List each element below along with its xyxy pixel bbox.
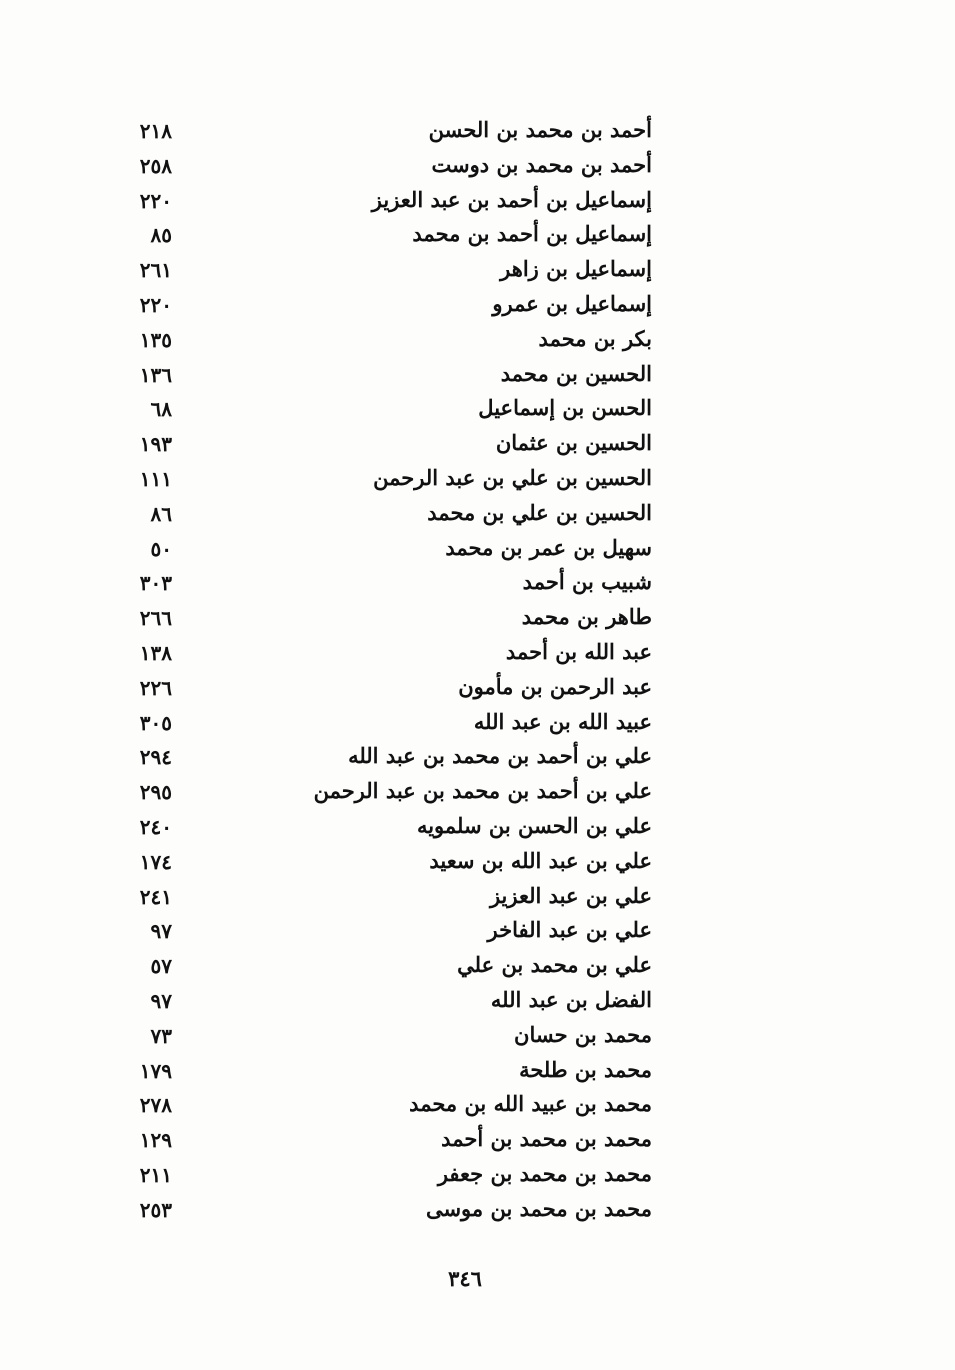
index-entry-row [0,879,955,914]
index-entry-row [0,148,955,183]
entry-page-reference: ٢١١ [139,1162,172,1187]
index-entry-row [0,287,955,322]
entry-name: عبد الرحمن بن مأمون [458,673,652,699]
index-entry-row [0,600,955,635]
entry-page-reference: ٨٦ [150,501,172,526]
entry-page-reference: ٢٩٤ [139,745,172,770]
entry-page-reference: ٢٦٦ [139,606,172,631]
entry-page-reference: ٢٧٨ [139,1093,172,1118]
index-entry-row [0,461,955,496]
index-entry-row [0,739,955,774]
index-entry-row [0,252,955,287]
index-entry-row [0,1053,955,1088]
page-number: ٣٤٦ [448,1266,482,1291]
entry-page-reference: ٢١٨ [139,119,172,143]
entry-page-reference: ٣٠٥ [139,710,172,735]
entry-name: الحسين بن عثمان [495,430,652,456]
index-entry-row [0,357,955,392]
entry-name: إسماعيل بن أحمد بن محمد [412,221,652,247]
entry-page-reference: ١٩٣ [139,432,172,457]
entry-page-reference: ٢٤٠ [139,814,172,839]
entry-name: عبيد الله بن عبد الله [473,708,652,734]
entry-page-reference: ٩٧ [150,988,172,1013]
index-entry-row [0,113,955,148]
entry-name: محمد بن محمد بن موسى [425,1195,652,1221]
entry-page-reference: ١٢٩ [139,1128,172,1153]
entry-page-reference: ٩٧ [150,919,172,944]
index-entry-row [0,948,955,983]
entry-name: أحمد بن محمد بن دوست [431,151,652,177]
index-entry-row [0,809,955,844]
name-index-list [0,113,955,1227]
entry-page-reference: ٧٣ [150,1023,172,1048]
index-entry-row [0,183,955,218]
entry-page-reference: ٨٥ [150,223,172,248]
entry-name: علي بن عبد الله بن سعيد [429,847,652,873]
entry-page-reference: ٢٢٦ [139,675,172,700]
index-entry-row [0,1122,955,1157]
entry-name: علي بن أحمد بن محمد بن عبد الرحمن [313,778,652,804]
entry-page-reference: ١١١ [139,466,172,491]
entry-name: إسماعيل بن أحمد بن عبد العزيز [371,186,652,212]
entry-name: محمد بن محمد بن جعفر [437,1160,652,1186]
entry-name: علي بن محمد بن علي [457,952,652,978]
entry-page-reference: ١٧٤ [139,849,172,874]
entry-page-reference: ٢٤١ [139,884,172,909]
index-entry-row [0,774,955,809]
entry-name: الحسين بن محمد [500,360,652,386]
entry-name: الفضل بن عبد الله [490,986,652,1012]
entry-name: أحمد بن محمد بن الحسن [428,117,652,142]
entry-page-reference: ٣٠٣ [139,571,172,596]
entry-page-reference: ١٧٩ [139,1058,172,1083]
entry-name: الحسن بن إسماعيل [478,395,652,421]
index-entry-row [0,391,955,426]
index-entry-row [0,496,955,531]
index-entry-row [0,844,955,879]
entry-name: إسماعيل بن عمرو [492,290,652,316]
entry-page-reference: ٢٢٠ [139,292,172,317]
entry-page-reference: ٢٢٠ [139,188,172,213]
index-entry-row [0,1087,955,1122]
entry-page-reference: ١٣٥ [139,327,172,352]
index-entry-row [0,531,955,566]
entry-page-reference: ٢٥٨ [139,153,172,178]
index-entry-row [0,565,955,600]
entry-page-reference: ٥٧ [150,954,172,979]
index-entry-row [0,670,955,705]
entry-name: شبيب بن أحمد [522,569,652,595]
entry-name: محمد بن طلحة [519,1056,652,1082]
entry-name: طاهر بن محمد [521,604,652,630]
entry-name: علي بن الحسن بن سلمويه [416,812,652,838]
index-entry-row [0,1018,955,1053]
entry-name: علي بن عبد العزيز [489,882,652,908]
index-entry-row [0,1192,955,1227]
entry-page-reference: ٦٨ [150,397,172,422]
entry-page-reference: ٢٥٣ [139,1197,172,1222]
index-entry-row [0,1157,955,1192]
entry-name: علي بن عبد الفاخر [487,917,652,943]
entry-name: محمد بن عبيد الله بن محمد [409,1091,652,1117]
index-entry-row [0,426,955,461]
index-entry-row [0,705,955,740]
entry-name: بكر بن محمد [538,325,652,351]
index-entry-row [0,983,955,1018]
entry-name: عبد الله بن أحمد [505,638,652,664]
entry-page-reference: ٢٦١ [139,258,172,283]
entry-page-reference: ٥٠ [150,536,172,561]
entry-name: سهيل بن عمر بن محمد [445,534,652,560]
entry-page-reference: ٢٩٥ [139,780,172,805]
entry-page-reference: ١٣٨ [139,640,172,665]
entry-page-reference: ١٣٦ [139,362,172,387]
index-entry-row [0,217,955,252]
entry-name: الحسين بن علي بن محمد [427,499,652,525]
entry-name: إسماعيل بن زاهر [500,256,652,282]
entry-name: علي بن أحمد بن محمد بن عبد الله [348,743,652,769]
entry-name: الحسين بن علي بن عبد الرحمن [373,464,652,490]
index-entry-row [0,322,955,357]
entry-name: محمد بن محمد بن أحمد [441,1126,652,1152]
index-entry-row [0,635,955,670]
entry-name: محمد بن حسان [514,1021,652,1047]
index-entry-row [0,913,955,948]
